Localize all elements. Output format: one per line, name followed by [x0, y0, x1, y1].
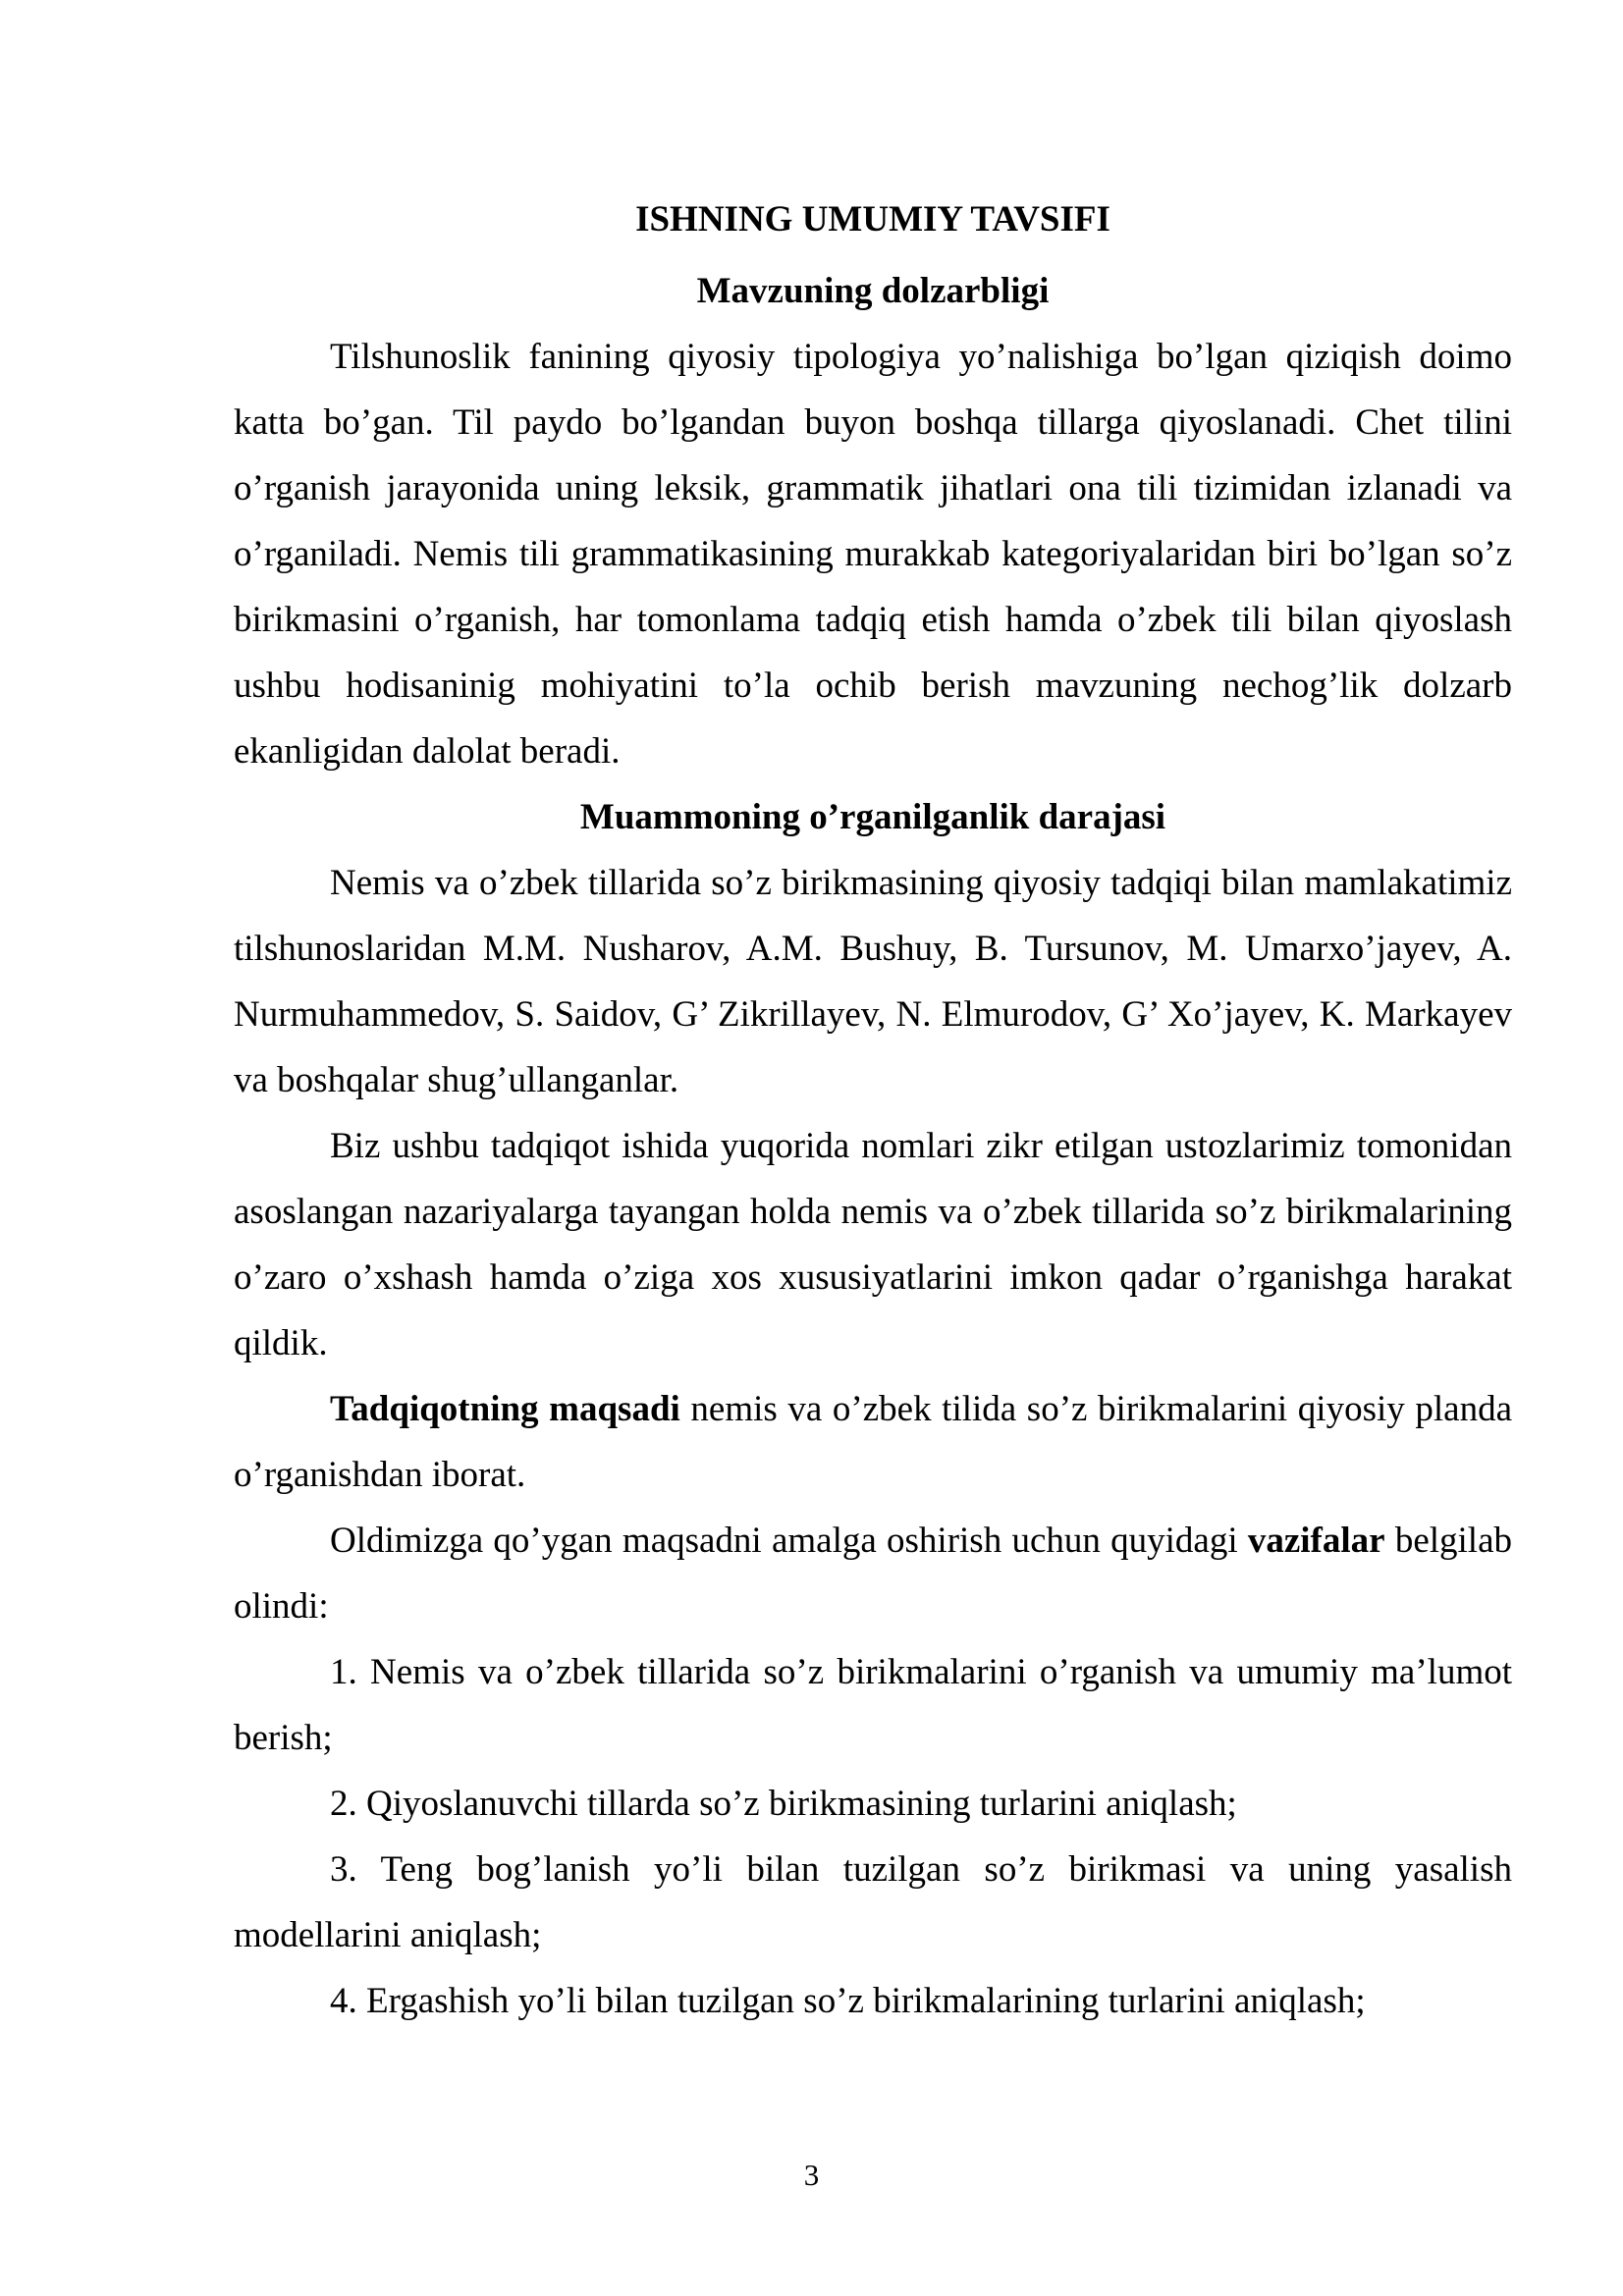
task-item-4: 4. Ergashish yo’li bilan tuzilgan so’z birikmalarining turlarini aniqlash; [330, 1981, 1366, 2021]
main-heading: ISHNING UMUMIY TAVSIFI [635, 199, 1110, 240]
goal-paragraph [234, 1376, 1512, 1508]
tasks-intro-end-text: belgilab olindi: [234, 1521, 1513, 1627]
tasks-intro-text: Oldimizga qo’ygan maqsadni amalga oshirish uchun quyidagi [330, 1521, 1248, 1561]
relevance-paragraph: Tilshunoslik fanining qiyosiy tipologiya yo’nalishiga bo’lgan qiziqish doimo katta bo’gan. Til paydo bo’lgandan buyon boshqa tillarga qiyoslanadi. Chet tilini o’rganish jarayonida uning leksik, grammatik jihatlari ona tili tizimidan izlanadi va o’rganiladi. Nemis tili grammatikasining murakkab kategoriyalaridan biri bo’lgan so’z birikmasini o’rganish, har tomonlama tadqiq etish hamda o’zbek tili bilan qiyoslash ushbu hodisaninig mohiyatini to’la ochib berish mavzuning nechog’lik dolzarb ekanligidan dalolat beradi. [234, 337, 1512, 772]
page-number: 3 [803, 2158, 820, 2192]
task-item-3: 3. Teng bog’lanish yo’li bilan tuzilgan so’z birikmasi va uning yasalish modellarini aniqlash; [234, 1849, 1512, 1955]
relevance-heading: Mavzuning dolzarbligi [696, 271, 1050, 311]
goal-bold-text: Tadqiqotning maqsadi [330, 1389, 680, 1429]
our-work-paragraph: Biz ushbu tadqiqot ishida yuqorida nomlari zikr etilgan ustozlarimiz tomonidan asoslangan nazariyalarga tayangan holda nemis va o’zbek tillarida so’z birikmalarining o’zaro o’xshash hamda o’ziga xos xususiyatlarini imkon qadar o’rganishga harakat qildik. [234, 1126, 1512, 1363]
task-item-2: 2. Qiyoslanuvchi tillarda so’z birikmasining turlarini aniqlash; [330, 1784, 1237, 1824]
tasks-bold-text: vazifalar [1247, 1521, 1385, 1561]
document-page [234, 187, 1512, 2034]
study-level-heading: Muammoning o’rganilganlik darajasi [579, 797, 1166, 837]
task-item-1: 1. Nemis va o’zbek tillarida so’z birikmalarini o’rganish va umumiy ma’lumot berish; [234, 1652, 1512, 1758]
study-level-paragraph: Nemis va o’zbek tillarida so’z birikmasining qiyosiy tadqiqi bilan mamlakatimiz tilshunoslaridan M.M. Nusharov, A.M. Bushuy, B. Tursunov, M. Umarxo’jayev, A. Nurmuhammedov, S. Saidov, G’ Zikrillayev, N. Elmurodov, G’ Xo’jayev, K. Markayev va boshqalar shug’ullanganlar. [234, 863, 1512, 1100]
goal-text: nemis va o’zbek tilida so’z birikmalarini qiyosiy planda o’rganishdan iborat. [234, 1389, 1512, 1495]
tasks-intro-paragraph [234, 1508, 1512, 1639]
